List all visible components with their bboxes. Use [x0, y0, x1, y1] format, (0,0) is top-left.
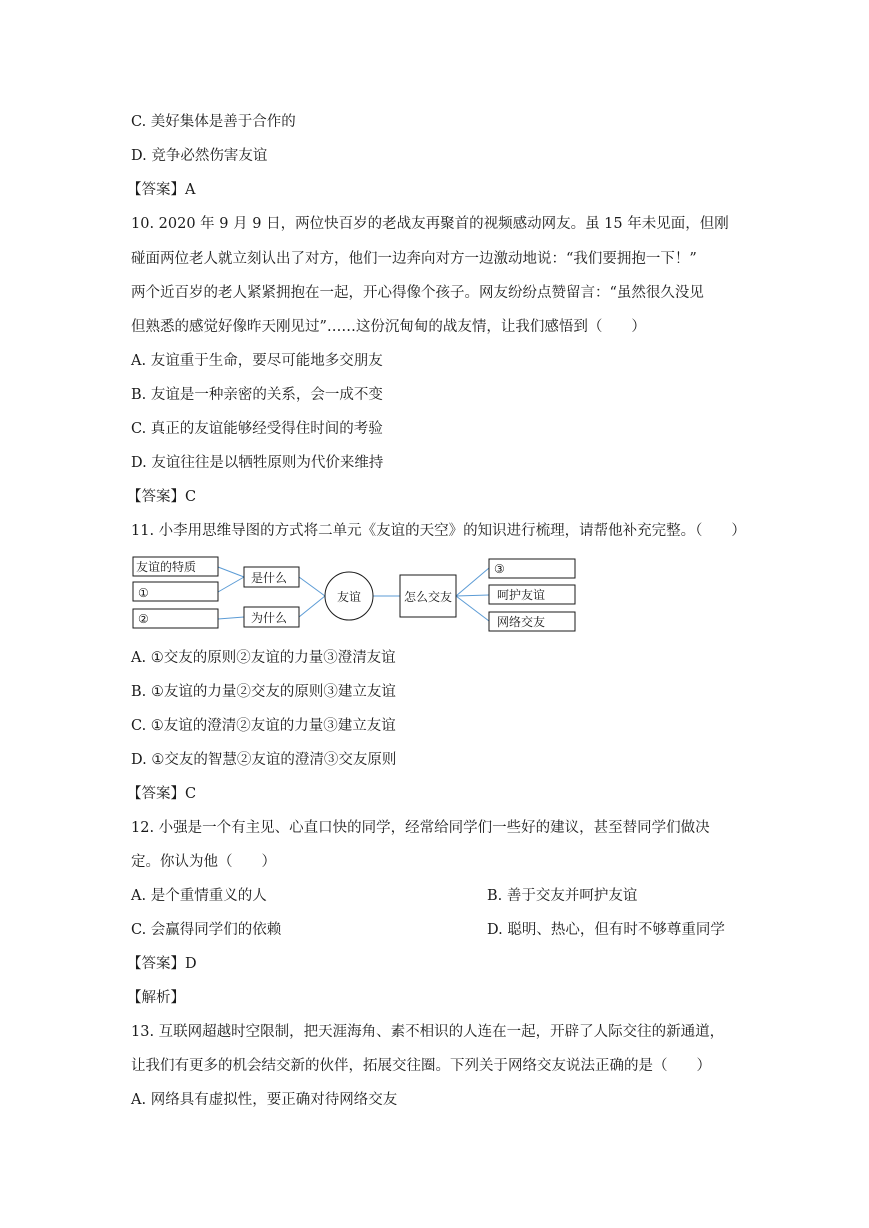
q11-option-d: D. ①交友的智慧②友谊的澄清③交友原则 [131, 752, 397, 768]
mind-map-label-how: 怎么交友 [404, 590, 453, 604]
mind-map-label-right-top: ③ [494, 562, 505, 576]
mind-map-label-right-bot: 网络交友 [497, 615, 546, 629]
mind-map-label-left-top: 友谊的特质 [136, 560, 197, 574]
mind-map-label-left-bot: ② [138, 612, 149, 626]
mind-map-label-what: 是什么 [251, 571, 288, 585]
q11-answer: 【答案】C [127, 786, 197, 802]
q12-option-c: C. 会赢得同学们的依赖 [131, 922, 282, 938]
q9-answer: 【答案】A [127, 182, 196, 198]
mind-map-label-left-mid: ① [138, 586, 149, 600]
q10-option-c: C. 真正的友谊能够经受得住时间的考验 [131, 421, 383, 437]
q13-stem-line-2: 让我们有更多的机会结交新的伙伴，拓展交往圈。下列关于网络交友说法正确的是（ ） [131, 1058, 711, 1074]
q10-answer: 【答案】C [127, 489, 197, 505]
q12-stem-line-1: 12. 小强是一个有主见、心直口快的同学，经常给同学们一些好的建议，甚至替同学们做决 [131, 820, 710, 836]
q11-option-b: B. ①友谊的力量②交友的原则③建立友谊 [131, 684, 396, 700]
q13-stem-line-1: 13. 互联网超越时空限制，把天涯海角、素不相识的人连在一起，开辟了人际交往的新通道， [131, 1024, 725, 1040]
q12-analysis: 【解析】 [127, 990, 185, 1006]
mind-map-label-center: 友谊 [337, 590, 362, 604]
q10-stem-line-1: 10. 2020 年 9 月 9 日，两位快百岁的老战友再聚首的视频感动网友。虽 15 年未见面，但刚 [131, 216, 729, 232]
q10-stem-line-4: 但熟悉的感觉好像昨天刚见过”……这份沉甸甸的战友情，让我们感悟到（ ） [131, 319, 646, 335]
q12-stem-line-2: 定。你认为他（ ） [131, 854, 276, 870]
q11-option-a: A. ①交友的原则②友谊的力量③澄清友谊 [131, 650, 396, 666]
q11-option-c: C. ①友谊的澄清②友谊的力量③建立友谊 [131, 718, 396, 734]
q10-stem-line-2: 碰面两位老人就立刻认出了对方，他们一边奔向对方一边激动地说：“我们要拥抱一下！” [131, 251, 697, 267]
q10-option-d: D. 友谊往往是以牺牲原则为代价来维持 [131, 455, 384, 471]
q11-stem-line-1: 11. 小李用思维导图的方式将二单元《友谊的天空》的知识进行梳理，请帮他补充完整。（ ） [131, 523, 746, 539]
q12-option-b: B. 善于交友并呵护友谊 [487, 888, 638, 904]
q12-option-d: D. 聪明、热心，但有时不够尊重同学 [487, 922, 725, 938]
q13-option-a: A. 网络具有虚拟性，要正确对待网络交友 [131, 1092, 398, 1108]
q12-option-a: A. 是个重情重义的人 [131, 888, 267, 904]
q10-option-b: B. 友谊是一种亲密的关系，会一成不变 [131, 387, 383, 403]
mind-map-label-why: 为什么 [251, 611, 288, 625]
q10-option-a: A. 友谊重于生命，要尽可能地多交朋友 [131, 353, 383, 369]
mind-map-label-right-mid: 呵护友谊 [497, 588, 546, 602]
q9-option-c: C. 美好集体是善于合作的 [131, 114, 296, 130]
q12-answer: 【答案】D [127, 956, 197, 972]
mind-map-diagram [130, 550, 580, 632]
q10-stem-line-3: 两个近百岁的老人紧紧拥抱在一起，开心得像个孩子。网友纷纷点赞留言：“虽然很久没见 [131, 285, 704, 301]
q9-option-d: D. 竞争必然伤害友谊 [131, 148, 268, 164]
